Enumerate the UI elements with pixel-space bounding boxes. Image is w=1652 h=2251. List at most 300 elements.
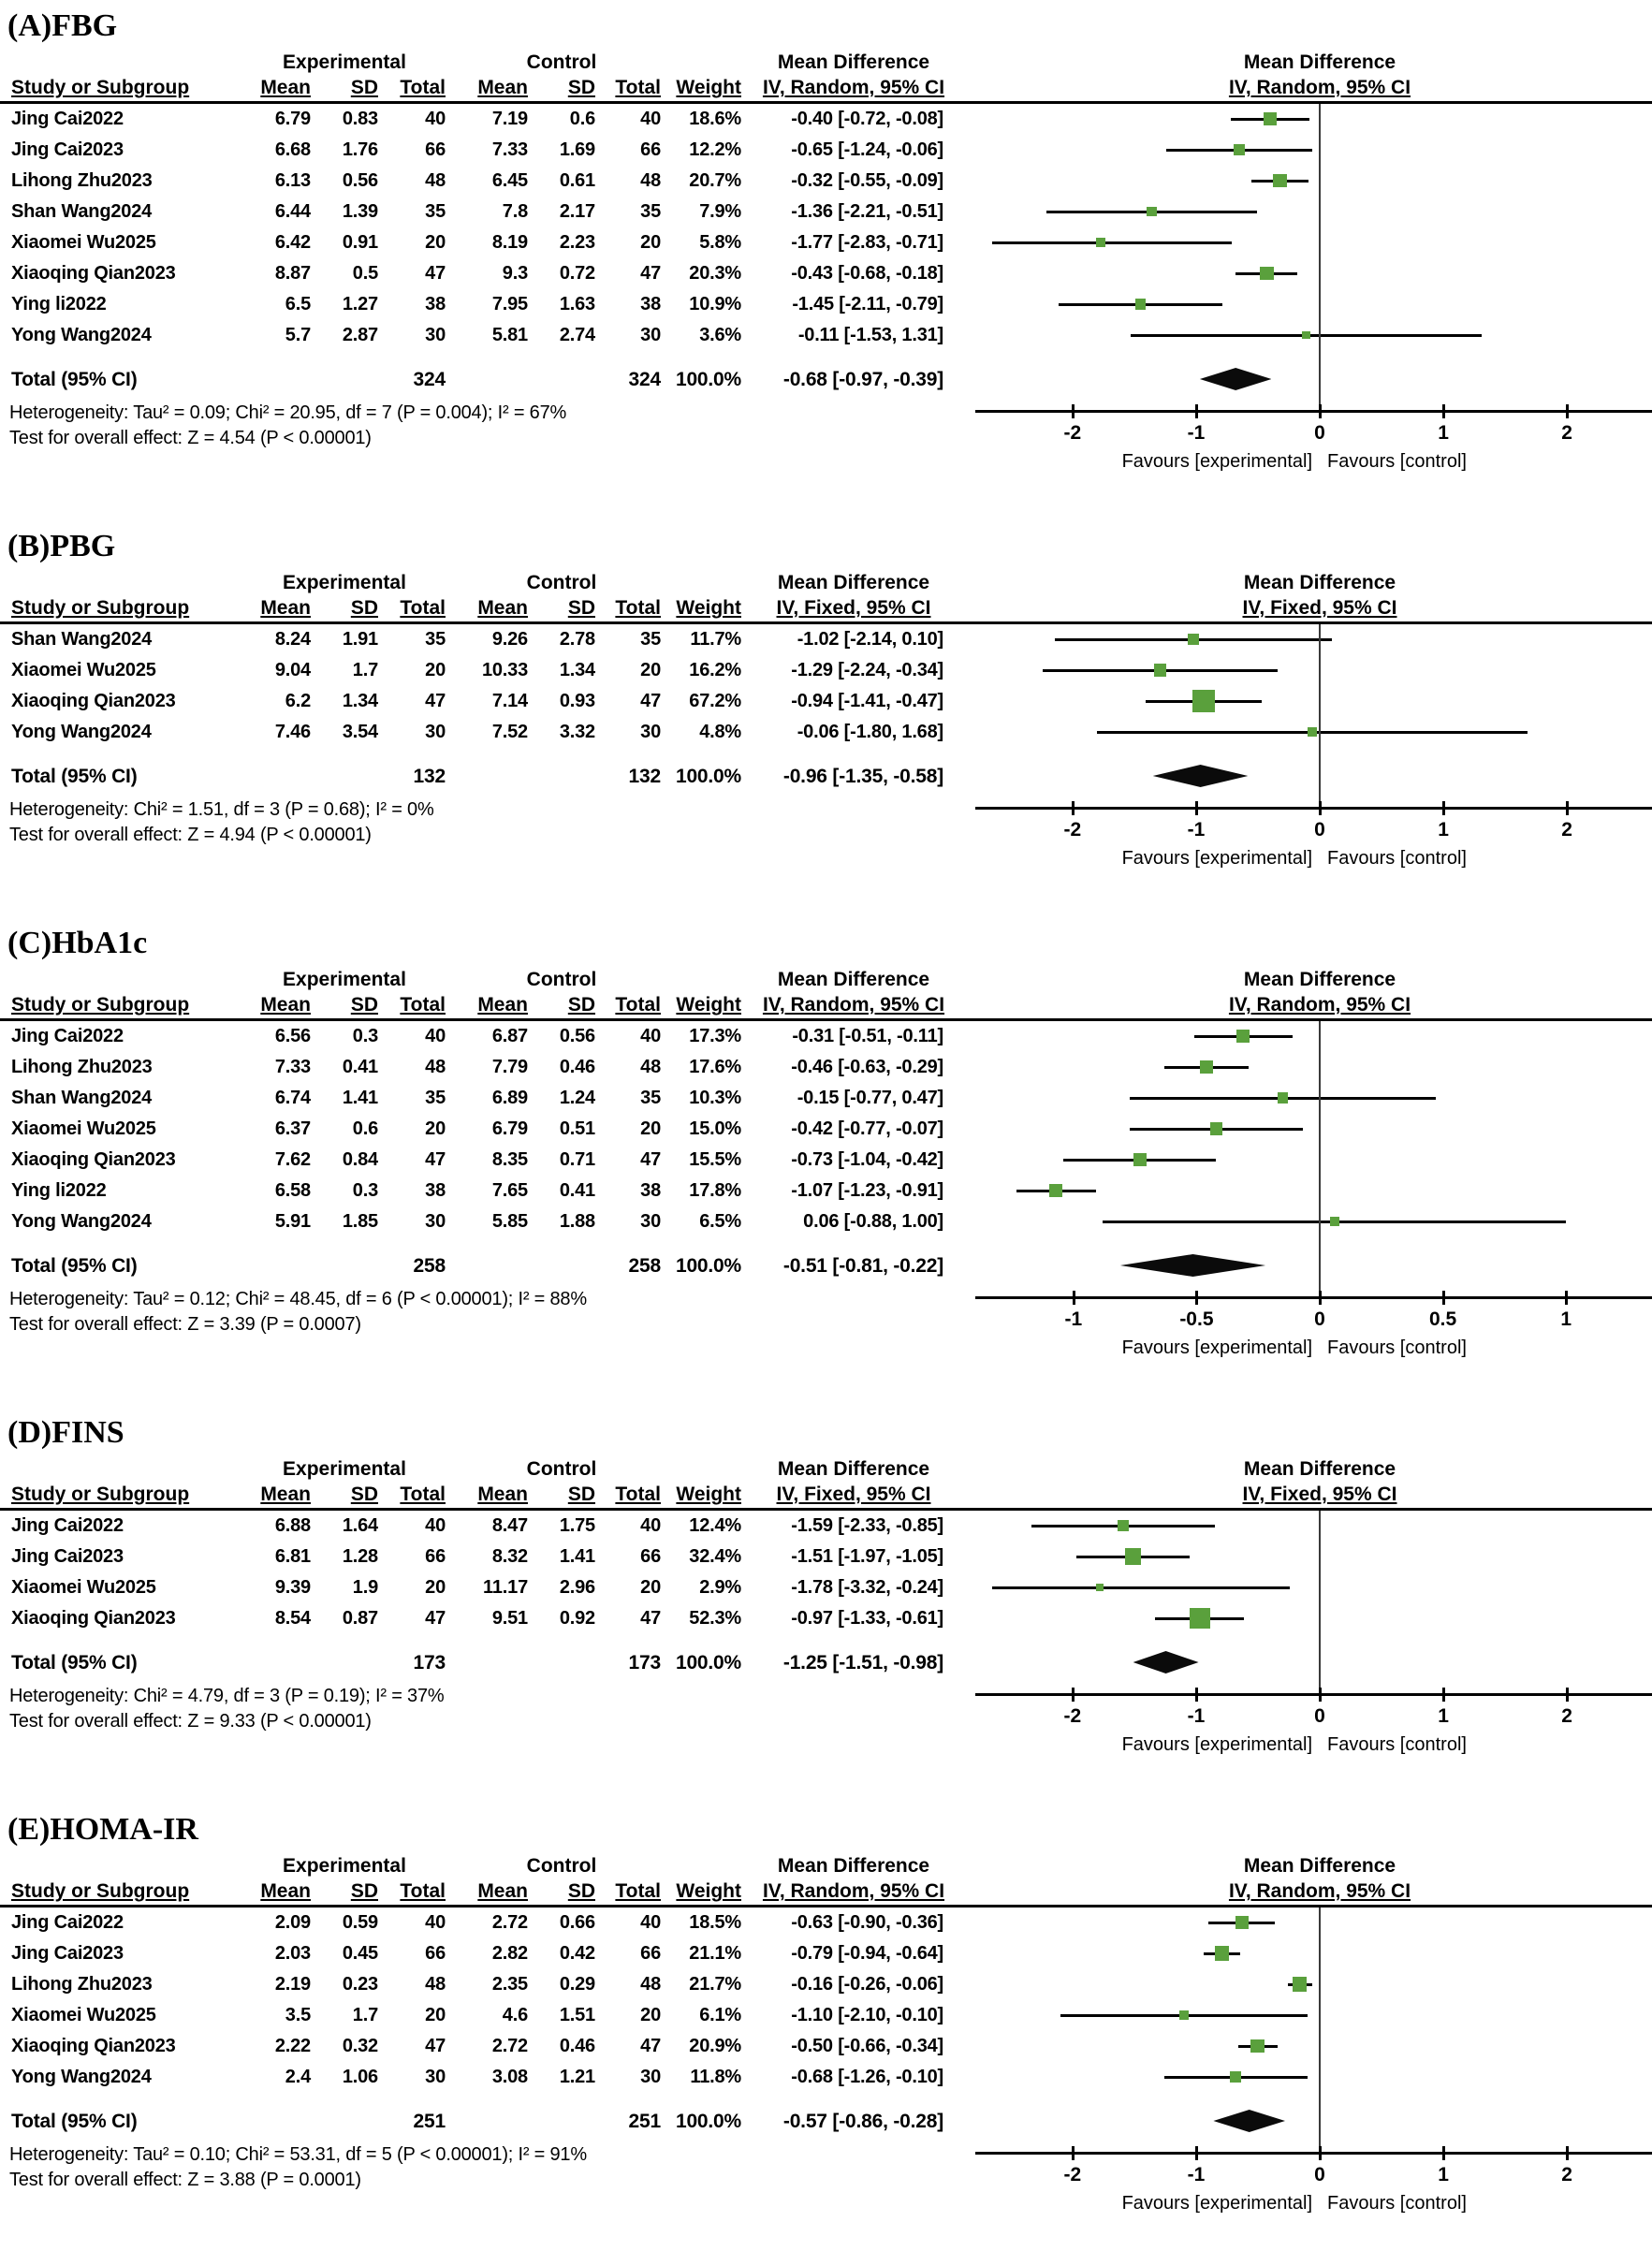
weight-value: 18.5%	[689, 1912, 741, 1933]
ci-text: -1.77 [-2.83, -0.71]	[791, 232, 943, 253]
ctl-sd-value: 0.93	[559, 691, 595, 711]
ctl-total-value: 47	[640, 1149, 661, 1170]
effect-square	[1154, 664, 1167, 677]
panel-title: (E)HOMA-IR	[7, 1812, 198, 1847]
exp-total-value: 40	[425, 109, 446, 129]
ctl-sd-value: 2.23	[559, 232, 595, 253]
study-name: Jing Cai2023	[11, 1943, 124, 1964]
pooled-diamond	[1213, 2110, 1285, 2132]
axis-tick-label: 1	[1438, 1705, 1449, 1727]
study-name: Xiaomei Wu2025	[11, 232, 156, 253]
group-header-mean-difference-left: Mean Difference	[777, 969, 930, 990]
axis-tick-label: -1	[1064, 1308, 1083, 1330]
effect-square	[1234, 144, 1245, 155]
axis-tick-label: -1	[1187, 422, 1206, 444]
group-header-mean-difference-left: Mean Difference	[777, 572, 930, 593]
group-header-control: Control	[526, 969, 597, 990]
weight-value: 17.3%	[689, 1026, 741, 1046]
plot-header-effect-model: IV, Random, 95% CI	[1228, 77, 1411, 98]
weight-value: 17.8%	[689, 1180, 741, 1201]
exp-sd-value: 0.45	[342, 1943, 378, 1964]
study-name: Shan Wang2024	[11, 629, 153, 650]
column-header-sd: SD	[567, 994, 595, 1016]
axis-tick	[1195, 2146, 1198, 2160]
axis-tick-label: 0	[1314, 1308, 1325, 1330]
axis-line	[975, 807, 1652, 810]
ctl-mean-value: 8.32	[491, 1546, 528, 1567]
column-header-sd: SD	[350, 77, 378, 98]
ci-text: -1.45 [-2.11, -0.79]	[792, 294, 943, 314]
axis-tick-label: 0	[1314, 422, 1325, 444]
effect-square	[1096, 1584, 1104, 1591]
weight-value: 2.9%	[699, 1577, 741, 1598]
effect-square	[1190, 1608, 1209, 1628]
column-header-total: Total	[615, 1484, 661, 1505]
column-header-effect-model: IV, Random, 95% CI	[762, 994, 945, 1016]
forest-panel-hba1c	[0, 880, 1652, 1369]
plot-header-effect-model: IV, Fixed, 95% CI	[1242, 1484, 1397, 1505]
ctl-sd-value: 1.88	[559, 1211, 595, 1232]
column-header-total: Total	[400, 1880, 446, 1902]
group-header-experimental: Experimental	[283, 1458, 406, 1480]
study-name: Ying li2022	[11, 294, 107, 314]
exp-total-value: 48	[425, 1974, 446, 1995]
effect-square	[1192, 690, 1215, 712]
group-header-mean-difference-right: Mean Difference	[1243, 1855, 1396, 1877]
axis-tick-label: 2	[1561, 2164, 1572, 2185]
zero-line	[1319, 104, 1321, 410]
panel-title: (C)HbA1c	[7, 926, 148, 960]
exp-sd-value: 0.41	[342, 1057, 378, 1077]
axis-tick	[1072, 2146, 1075, 2160]
ci-text: -0.31 [-0.51, -0.11]	[792, 1026, 943, 1046]
favours-left-label: Favours [experimental]	[1121, 451, 1312, 472]
ctl-total-value: 20	[640, 1118, 661, 1139]
effect-square	[1188, 634, 1199, 645]
exp-mean-value: 8.54	[274, 1608, 311, 1629]
exp-sd-value: 0.91	[342, 232, 378, 253]
plot-header-effect-model: IV, Random, 95% CI	[1228, 1880, 1411, 1902]
ctl-total-value: 66	[640, 139, 661, 160]
ci-text: -1.36 [-2.21, -0.51]	[791, 201, 943, 222]
study-name: Yong Wang2024	[11, 1211, 152, 1232]
heterogeneity-text: Heterogeneity: Chi² = 1.51, df = 3 (P = 0.68); I² = 0%	[9, 799, 434, 820]
ctl-sd-value: 2.96	[559, 1577, 595, 1598]
axis-tick-label: 1	[1560, 1308, 1572, 1330]
exp-sd-value: 1.85	[342, 1211, 378, 1232]
ctl-mean-value: 5.81	[491, 325, 528, 345]
column-header-study: Study or Subgroup	[11, 77, 190, 98]
weight-value: 21.1%	[689, 1943, 741, 1964]
study-name: Ying li2022	[11, 1180, 107, 1201]
total-ctl-total: 251	[628, 2111, 661, 2132]
total-ci-text: -0.57 [-0.86, -0.28]	[782, 2111, 943, 2132]
axis-tick-label: 0	[1314, 819, 1325, 840]
exp-mean-value: 3.5	[285, 2005, 311, 2025]
ctl-mean-value: 7.33	[491, 139, 528, 160]
weight-value: 10.3%	[689, 1088, 741, 1108]
total-weight: 100.0%	[675, 369, 741, 390]
column-header-mean: Mean	[260, 1484, 311, 1505]
column-header-total: Total	[615, 597, 661, 619]
pooled-diamond	[1153, 765, 1249, 787]
ctl-total-value: 40	[640, 109, 661, 129]
ci-text: -1.29 [-2.24, -0.34]	[791, 660, 943, 680]
axis-tick-label: 2	[1561, 1705, 1572, 1727]
effect-square	[1118, 1520, 1129, 1531]
column-header-study: Study or Subgroup	[11, 597, 190, 619]
weight-value: 20.7%	[689, 170, 741, 191]
ctl-mean-value: 9.26	[491, 629, 528, 650]
favours-left-label: Favours [experimental]	[1121, 2193, 1312, 2214]
study-name: Xiaomei Wu2025	[11, 1118, 156, 1139]
effect-square	[1147, 207, 1157, 217]
axis-line	[975, 2152, 1652, 2155]
exp-sd-value: 3.54	[342, 722, 378, 742]
ctl-mean-value: 7.19	[491, 109, 528, 129]
axis-tick	[1072, 404, 1075, 418]
exp-total-value: 47	[425, 1149, 446, 1170]
column-header-sd: SD	[567, 597, 595, 619]
ci-text: -0.94 [-1.41, -0.47]	[791, 691, 943, 711]
ci-text: -0.11 [-1.53, 1.31]	[797, 325, 943, 345]
effect-square	[1273, 174, 1287, 188]
exp-sd-value: 0.87	[342, 1608, 378, 1629]
ci-text: -0.97 [-1.33, -0.61]	[791, 1608, 943, 1629]
axis-tick-label: -1	[1187, 1705, 1206, 1727]
column-header-total: Total	[400, 994, 446, 1016]
axis-tick	[1566, 2146, 1569, 2160]
exp-sd-value: 0.32	[342, 2036, 378, 2056]
favours-right-label: Favours [control]	[1327, 848, 1467, 869]
column-header-effect-model: IV, Fixed, 95% CI	[776, 1484, 931, 1505]
favours-left-label: Favours [experimental]	[1121, 1734, 1312, 1755]
column-header-study: Study or Subgroup	[11, 1484, 190, 1505]
exp-total-value: 48	[425, 1057, 446, 1077]
axis-tick-label: 2	[1561, 422, 1572, 444]
weight-value: 11.7%	[690, 629, 741, 650]
effect-square	[1133, 1153, 1146, 1165]
study-name: Xiaomei Wu2025	[11, 2005, 156, 2025]
axis-tick-label: -2	[1063, 2164, 1082, 2185]
study-name: Yong Wang2024	[11, 325, 152, 345]
exp-total-value: 20	[425, 1577, 446, 1598]
forest-panel-fbg	[0, 0, 1652, 483]
axis-tick	[1073, 1291, 1075, 1305]
weight-value: 4.8%	[699, 722, 741, 742]
exp-total-value: 35	[425, 201, 446, 222]
column-header-total: Total	[615, 77, 661, 98]
study-name: Jing Cai2022	[11, 1515, 124, 1536]
column-header-total: Total	[400, 77, 446, 98]
exp-sd-value: 1.9	[352, 1577, 378, 1598]
axis-tick	[1072, 801, 1075, 815]
group-header-mean-difference-left: Mean Difference	[777, 1855, 930, 1877]
group-header-control: Control	[526, 51, 597, 73]
ci-line	[992, 1586, 1290, 1589]
overall-effect-text: Test for overall effect: Z = 4.54 (P < 0.00001)	[9, 428, 372, 448]
total-label: Total (95% CI)	[11, 2111, 138, 2132]
study-name: Yong Wang2024	[11, 722, 152, 742]
exp-mean-value: 6.88	[274, 1515, 311, 1536]
ctl-mean-value: 6.79	[491, 1118, 528, 1139]
ctl-total-value: 30	[640, 1211, 661, 1232]
weight-value: 7.9%	[699, 201, 741, 222]
effect-square	[1293, 1977, 1307, 1991]
favours-right-label: Favours [control]	[1327, 1337, 1467, 1358]
effect-square	[1260, 267, 1274, 281]
ctl-mean-value: 7.95	[491, 294, 528, 314]
exp-total-value: 20	[425, 2005, 446, 2025]
forest-panel-homa-ir	[0, 1766, 1652, 2225]
column-header-weight: Weight	[676, 77, 741, 98]
exp-total-value: 48	[425, 170, 446, 191]
axis-tick-label: 0	[1314, 2164, 1325, 2185]
total-label: Total (95% CI)	[11, 1652, 138, 1674]
ci-text: -0.15 [-0.77, 0.47]	[797, 1088, 943, 1108]
column-header-effect-model: IV, Random, 95% CI	[762, 77, 945, 98]
axis-tick	[1442, 2146, 1445, 2160]
axis-tick	[1442, 1291, 1445, 1305]
axis-tick	[1195, 1688, 1198, 1702]
study-name: Xiaoqing Qian2023	[11, 1608, 176, 1629]
axis-tick	[1566, 404, 1569, 418]
favours-right-label: Favours [control]	[1327, 1734, 1467, 1755]
column-header-weight: Weight	[676, 1484, 741, 1505]
axis-tick-label: 1	[1438, 422, 1449, 444]
ci-text: -1.10 [-2.10, -0.10]	[791, 2005, 943, 2025]
axis-tick	[1442, 404, 1445, 418]
group-header-experimental: Experimental	[283, 1855, 406, 1877]
effect-square	[1096, 238, 1105, 247]
ci-text: -1.59 [-2.33, -0.85]	[791, 1515, 943, 1536]
total-ci-text: -0.68 [-0.97, -0.39]	[782, 369, 943, 390]
ci-text: -0.40 [-0.72, -0.08]	[791, 109, 943, 129]
exp-mean-value: 2.03	[274, 1943, 311, 1964]
weight-value: 20.9%	[689, 2036, 741, 2056]
total-ctl-total: 324	[628, 369, 661, 390]
exp-total-value: 30	[425, 722, 446, 742]
ctl-sd-value: 1.41	[559, 1546, 595, 1567]
total-exp-total: 251	[413, 2111, 446, 2132]
total-exp-total: 258	[413, 1255, 446, 1277]
study-name: Jing Cai2023	[11, 139, 124, 160]
axis-tick	[1195, 1291, 1198, 1305]
forest-panel-fins	[0, 1369, 1652, 1766]
weight-value: 3.6%	[699, 325, 741, 345]
effect-square	[1200, 1060, 1213, 1074]
total-weight: 100.0%	[675, 766, 741, 787]
ctl-total-value: 47	[640, 1608, 661, 1629]
ctl-mean-value: 7.14	[491, 691, 528, 711]
exp-mean-value: 6.81	[274, 1546, 311, 1567]
exp-mean-value: 7.33	[274, 1057, 311, 1077]
ctl-sd-value: 1.24	[559, 1088, 595, 1108]
column-header-total: Total	[400, 1484, 446, 1505]
pooled-diamond	[1120, 1254, 1265, 1277]
exp-total-value: 47	[425, 691, 446, 711]
effect-square	[1235, 1916, 1249, 1929]
exp-total-value: 38	[425, 294, 446, 314]
axis-tick	[1442, 1688, 1445, 1702]
axis-tick-label: 1	[1438, 819, 1449, 840]
exp-sd-value: 1.7	[352, 2005, 378, 2025]
column-header-mean: Mean	[260, 77, 311, 98]
exp-total-value: 30	[425, 325, 446, 345]
group-header-experimental: Experimental	[283, 51, 406, 73]
heterogeneity-text: Heterogeneity: Tau² = 0.09; Chi² = 20.95, df = 7 (P = 0.004); I² = 67%	[9, 402, 567, 423]
total-ci-text: -0.51 [-0.81, -0.22]	[782, 1255, 943, 1277]
panel-title: (D)FINS	[7, 1415, 124, 1450]
ctl-total-value: 30	[640, 722, 661, 742]
total-exp-total: 173	[413, 1652, 446, 1674]
effect-square	[1215, 1946, 1229, 1960]
exp-total-value: 40	[425, 1912, 446, 1933]
axis-tick	[1319, 2146, 1322, 2160]
study-name: Jing Cai2022	[11, 1026, 124, 1046]
column-header-mean: Mean	[477, 994, 528, 1016]
total-weight: 100.0%	[675, 2111, 741, 2132]
ctl-sd-value: 0.29	[559, 1974, 595, 1995]
axis-tick-label: 0	[1314, 1705, 1325, 1727]
axis-tick	[1319, 404, 1322, 418]
ctl-sd-value: 0.71	[559, 1149, 595, 1170]
exp-sd-value: 0.59	[342, 1912, 378, 1933]
ctl-sd-value: 0.61	[559, 170, 595, 191]
favours-left-label: Favours [experimental]	[1121, 1337, 1312, 1358]
column-header-sd: SD	[350, 1484, 378, 1505]
zero-line	[1319, 1021, 1321, 1296]
ctl-sd-value: 1.34	[559, 660, 595, 680]
effect-square	[1236, 1030, 1250, 1043]
ctl-total-value: 47	[640, 691, 661, 711]
exp-sd-value: 0.3	[352, 1180, 378, 1201]
effect-square	[1210, 1122, 1222, 1134]
favours-right-label: Favours [control]	[1327, 451, 1467, 472]
effect-square	[1049, 1184, 1062, 1197]
total-ctl-total: 132	[628, 766, 661, 787]
exp-mean-value: 6.58	[274, 1180, 311, 1201]
exp-mean-value: 6.56	[274, 1026, 311, 1046]
axis-tick	[1566, 801, 1569, 815]
ctl-mean-value: 2.35	[491, 1974, 528, 1995]
column-header-mean: Mean	[260, 994, 311, 1016]
effect-square	[1308, 727, 1316, 736]
axis-tick-label: -0.5	[1179, 1308, 1214, 1330]
column-header-sd: SD	[350, 994, 378, 1016]
exp-total-value: 40	[425, 1515, 446, 1536]
column-header-mean: Mean	[260, 1880, 311, 1902]
axis-tick	[1195, 404, 1198, 418]
weight-value: 20.3%	[689, 263, 741, 284]
ctl-mean-value: 7.65	[491, 1180, 528, 1201]
axis-tick	[1195, 801, 1198, 815]
exp-mean-value: 2.09	[274, 1912, 311, 1933]
overall-effect-text: Test for overall effect: Z = 3.39 (P = 0.0007)	[9, 1314, 361, 1335]
ci-text: -0.79 [-0.94, -0.64]	[791, 1943, 943, 1964]
exp-mean-value: 6.44	[274, 201, 311, 222]
axis-tick	[1442, 801, 1445, 815]
study-name: Lihong Zhu2023	[11, 170, 153, 191]
exp-sd-value: 1.28	[342, 1546, 378, 1567]
exp-sd-value: 0.84	[342, 1149, 378, 1170]
ctl-total-value: 66	[640, 1546, 661, 1567]
total-exp-total: 132	[413, 766, 446, 787]
study-name: Shan Wang2024	[11, 1088, 153, 1108]
ctl-sd-value: 1.69	[559, 139, 595, 160]
ctl-total-value: 40	[640, 1515, 661, 1536]
ctl-sd-value: 0.51	[559, 1118, 595, 1139]
ctl-total-value: 66	[640, 1943, 661, 1964]
exp-total-value: 30	[425, 2067, 446, 2087]
weight-value: 21.7%	[689, 1974, 741, 1995]
exp-total-value: 66	[425, 139, 446, 160]
study-name: Xiaomei Wu2025	[11, 660, 156, 680]
group-header-experimental: Experimental	[283, 572, 406, 593]
exp-sd-value: 1.7	[352, 660, 378, 680]
ci-text: -1.78 [-3.32, -0.24]	[791, 1577, 943, 1598]
ctl-total-value: 20	[640, 2005, 661, 2025]
ctl-mean-value: 2.72	[491, 2036, 528, 2056]
axis-tick	[1566, 1688, 1569, 1702]
axis-tick	[1565, 1291, 1568, 1305]
exp-sd-value: 1.27	[342, 294, 378, 314]
exp-total-value: 47	[425, 263, 446, 284]
ctl-sd-value: 1.51	[559, 2005, 595, 2025]
ci-text: -0.50 [-0.66, -0.34]	[791, 2036, 943, 2056]
column-header-mean: Mean	[477, 77, 528, 98]
ctl-total-value: 20	[640, 660, 661, 680]
study-name: Shan Wang2024	[11, 201, 153, 222]
ci-text: -0.65 [-1.24, -0.06]	[791, 139, 943, 160]
exp-total-value: 20	[425, 660, 446, 680]
ctl-sd-value: 0.56	[559, 1026, 595, 1046]
exp-mean-value: 7.62	[274, 1149, 311, 1170]
overall-effect-text: Test for overall effect: Z = 3.88 (P = 0.0001)	[9, 2170, 361, 2190]
group-header-mean-difference-right: Mean Difference	[1243, 969, 1396, 990]
study-name: Xiaoqing Qian2023	[11, 2036, 176, 2056]
ctl-mean-value: 7.8	[502, 201, 528, 222]
ctl-total-value: 38	[640, 294, 661, 314]
axis-tick-label: -2	[1063, 1705, 1082, 1727]
exp-sd-value: 2.87	[342, 325, 378, 345]
effect-square	[1302, 331, 1310, 340]
column-header-weight: Weight	[676, 994, 741, 1016]
ci-line	[992, 241, 1232, 244]
exp-mean-value: 6.2	[285, 691, 311, 711]
exp-mean-value: 6.5	[285, 294, 311, 314]
column-header-mean: Mean	[477, 1880, 528, 1902]
study-name: Jing Cai2023	[11, 1546, 124, 1567]
ci-text: -1.02 [-2.14, 0.10]	[797, 629, 943, 650]
ci-text: -0.73 [-1.04, -0.42]	[791, 1149, 943, 1170]
ctl-total-value: 38	[640, 1180, 661, 1201]
column-header-total: Total	[615, 1880, 661, 1902]
zero-line	[1319, 1908, 1321, 2152]
study-name: Jing Cai2022	[11, 1912, 124, 1933]
ctl-sd-value: 3.32	[559, 722, 595, 742]
group-header-mean-difference-right: Mean Difference	[1243, 1458, 1396, 1480]
ctl-mean-value: 7.52	[491, 722, 528, 742]
weight-value: 15.0%	[689, 1118, 741, 1139]
group-header-mean-difference-left: Mean Difference	[777, 51, 930, 73]
ci-text: -1.51 [-1.97, -1.05]	[791, 1546, 943, 1567]
column-header-mean: Mean	[477, 1484, 528, 1505]
column-header-sd: SD	[567, 1880, 595, 1902]
study-name: Jing Cai2022	[11, 109, 124, 129]
overall-effect-text: Test for overall effect: Z = 4.94 (P < 0.00001)	[9, 825, 372, 845]
total-ctl-total: 173	[628, 1652, 661, 1674]
